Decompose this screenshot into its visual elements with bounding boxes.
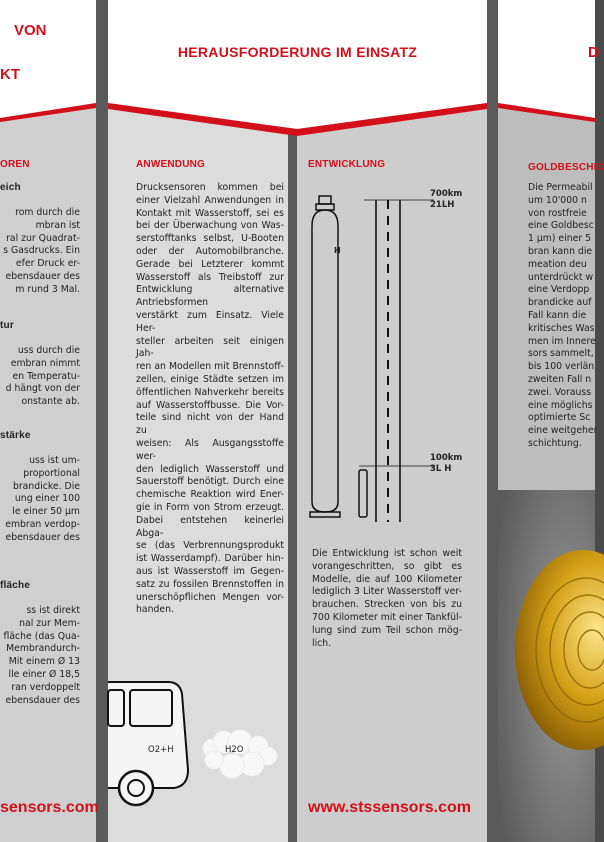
text-line: Entwicklung alternative Antriebsformen — [136, 284, 284, 309]
text-line: Kontakt mit Wasserstoff, sei es — [136, 207, 284, 219]
left-block-title: eich — [0, 182, 21, 193]
text-line: Sauerstoff benötigt. Durch eine — [136, 476, 284, 488]
text-line: unterdrückt w — [528, 271, 594, 283]
middle-url[interactable]: www.stssensors.com — [308, 799, 472, 816]
left-block — [0, 320, 96, 409]
text-line: ist Wasserdampf). Darüber hin- — [136, 553, 284, 565]
right-text — [528, 182, 598, 451]
bus-label: O2+H — [148, 745, 174, 755]
text-line: um 10'000 n — [528, 194, 587, 206]
left-section-label: OREN — [0, 159, 30, 170]
text-line: en Temperatu- — [12, 370, 80, 382]
text-line: teile sind nicht von der Hand zu — [136, 412, 284, 437]
panel-gap-left — [96, 0, 108, 842]
marker-bottom — [430, 453, 462, 475]
text-line: satz zu fossilen Brennstoffen in — [136, 578, 284, 590]
text-line: efer Druck er- — [15, 258, 80, 270]
text-line: men im Innere — [528, 335, 596, 347]
text-line: ebensdauer des — [5, 694, 80, 706]
marker-bottom-km: 100km — [430, 453, 463, 463]
left-block — [0, 430, 96, 545]
right-header-bg — [498, 0, 595, 130]
text-line: embran verdop- — [5, 518, 80, 530]
right-heading: D — [588, 44, 599, 61]
left-heading-line2: KT — [0, 66, 20, 83]
text-line: lich. — [312, 637, 332, 649]
text-line: Die Permeabil — [528, 182, 593, 193]
text-line: oder der Automobilbranche. — [136, 245, 284, 257]
text-line: lle einer Ø 18,5 — [8, 668, 80, 680]
text-line: eine möglichs — [528, 399, 593, 411]
marker-bottom-liters: 3L H — [430, 464, 452, 474]
text-line: brandicke auf — [528, 297, 592, 309]
tank-label: H — [334, 246, 341, 255]
text-line: auf Wasserstoffbusse. Die Vor- — [136, 399, 284, 411]
middle-header-bg — [108, 0, 487, 140]
text-line: den lediglich Wasserstoff und — [136, 463, 284, 475]
marker-top-km: 700km — [430, 189, 463, 199]
text-line: zweiten Fall n — [528, 373, 592, 385]
left-panel — [0, 0, 99, 842]
development-label: ENTWICKLUNG — [308, 159, 386, 170]
text-line: bei der Überwachung von Was- — [136, 220, 284, 232]
text-line: meation deu — [528, 258, 587, 270]
text-line: serstofftanks selbst, U-Booten — [136, 233, 284, 245]
text-line: eine Verdopp — [528, 284, 590, 296]
text-line: ss ist direkt — [26, 605, 80, 616]
text-line: zwei. Vorauss — [528, 386, 592, 398]
cloud-label: H2O — [225, 745, 244, 755]
text-line: eine Goldbesc — [528, 220, 594, 232]
text-line: öffentlichen Nahverkehr bereits — [136, 386, 284, 398]
marker-top-liters: 21LH — [430, 200, 455, 210]
text-line: ral zur Quadrat- — [6, 232, 80, 244]
text-line: Wasserstoff als Treibstoff zur — [136, 271, 284, 283]
text-line: vorangeschritten, so gibt es — [312, 560, 462, 572]
tank-diagram — [304, 190, 484, 530]
text-line: zellen, einige Städte setzen im — [136, 373, 284, 385]
left-heading-line1: VON — [14, 22, 47, 39]
left-block-title: fläche — [0, 580, 31, 591]
text-line: eine weitgeher — [528, 425, 598, 437]
text-line: nal zur Mem- — [19, 617, 80, 629]
text-line: verstärkt zum Einsatz. Viele Her- — [136, 309, 284, 334]
left-block — [0, 580, 96, 707]
marker-top — [430, 189, 462, 211]
text-line: brandicke. Die — [12, 480, 80, 492]
text-line: Membrandurch- — [6, 643, 80, 655]
application-label: ANWENDUNG — [136, 159, 206, 170]
text-line: s Gasdrucks. Ein — [3, 245, 80, 257]
left-block-title: tur — [0, 320, 14, 331]
text-line: uss durch die — [17, 345, 80, 356]
application-text — [136, 182, 284, 617]
text-line: von rostfreie — [528, 207, 587, 219]
bus-illustration — [108, 670, 288, 820]
left-header-bg — [0, 0, 96, 130]
text-line: Fall kann die — [528, 309, 587, 321]
text-line: d hängt von der — [5, 383, 80, 395]
text-line: lediglich 3 Liter Wasserstoff ver- — [312, 586, 462, 598]
text-line: gie in Form von Strom erzeugt. — [136, 501, 284, 513]
page-title: HERAUSFORDERUNG IM EINSATZ — [177, 44, 418, 60]
text-line: Gerade bei Letzterer kommt — [136, 258, 284, 270]
text-line: Drucksensoren kommen bei — [136, 182, 284, 193]
text-line: fläche (das Qua- — [3, 630, 80, 642]
text-line: einer Vielzahl Anwendungen in — [136, 194, 284, 206]
text-line: ung einer 100 — [14, 493, 80, 505]
text-line: Mit einem Ø 13 — [8, 656, 80, 668]
text-line: aus ist Wasserstoff im Gegen- — [136, 565, 284, 577]
text-line: schichtung. — [528, 437, 582, 449]
text-line: bis 100 verlän — [528, 361, 595, 373]
text-line: ren an Modellen mit Brennstoff- — [136, 361, 284, 373]
text-line: 700 Kilometer mit einer Tankfül- — [312, 611, 462, 623]
text-line: lung sind zum Teil schon mög- — [312, 624, 462, 636]
text-line: brauchen. Strecken von bis zu — [312, 599, 462, 611]
gold-sensor-photo — [498, 490, 595, 842]
text-line: chemische Reaktion wird Ener- — [136, 489, 284, 501]
text-line: steller arbeiten seit einigen Jah- — [136, 335, 284, 360]
text-line: proportional — [23, 467, 80, 479]
left-block — [0, 182, 96, 297]
development-text — [312, 548, 462, 650]
text-line: Die Entwicklung ist schon weit — [312, 548, 462, 559]
text-line: bran kann die — [528, 245, 593, 257]
text-line: Dabei entstehen keinerlei Abga- — [136, 514, 284, 539]
text-line: uss ist um- — [29, 455, 80, 466]
left-block-title: stärke — [0, 430, 31, 441]
text-line: 1 µm) einer 5 — [528, 233, 592, 245]
left-url[interactable]: sensors.com — [0, 799, 99, 816]
text-line: rom durch die — [15, 207, 80, 218]
text-line: m rund 3 Mal. — [15, 283, 80, 295]
middle-panel — [108, 0, 487, 842]
text-line: le einer 50 µm — [12, 506, 80, 518]
text-line: kritisches Was — [528, 322, 595, 334]
text-line: optimierte Sc — [528, 412, 591, 424]
text-line: ebensdauer des — [5, 531, 80, 543]
right-section-label: GOLDBESCHIC — [528, 162, 604, 173]
text-line: weisen: Als Ausgangsstoffe wer- — [136, 437, 284, 462]
text-line: mbran ist — [35, 219, 80, 231]
text-line: ebensdauer des — [5, 270, 80, 282]
text-line: Modelle, die auf 100 Kilometer — [312, 573, 462, 585]
text-line: handen. — [136, 604, 174, 616]
text-line: sors sammelt, — [528, 348, 594, 360]
text-line: se (das Verbrennungsprodukt — [136, 540, 284, 552]
text-line: ran verdoppelt — [11, 681, 80, 693]
right-panel — [498, 0, 604, 842]
text-line: embran nimmt — [10, 357, 80, 369]
panel-gap-right — [487, 0, 498, 842]
text-line: unerschöpflichen Mengen vor- — [136, 591, 284, 603]
text-line: onstante ab. — [21, 396, 80, 408]
